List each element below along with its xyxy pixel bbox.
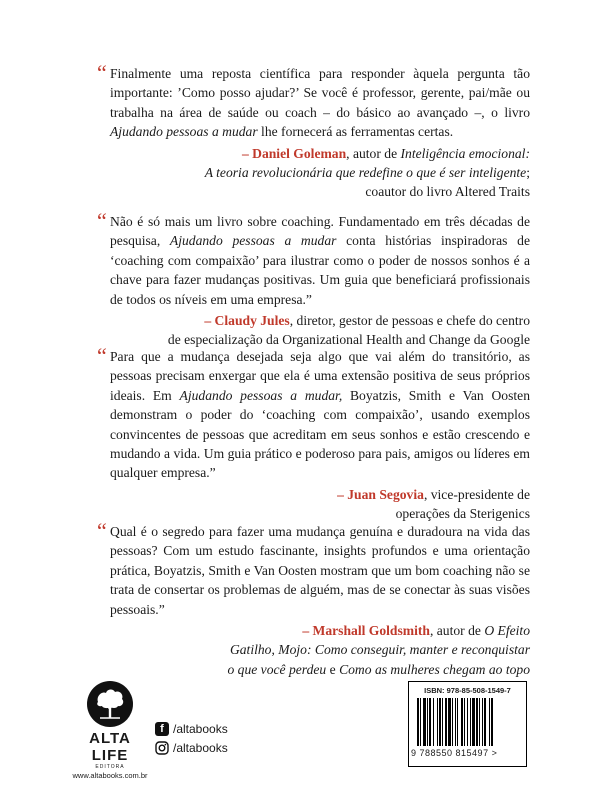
quote-text-part: conta histórias inspiradoras de ‘coaching com compaixão’ para ilustrar como o poder de nossos sonhos é a chave para fazer mudanças positivas. Um guia que beneficiará profissionais de todos os níveis em uma empresa.”	[110, 233, 530, 307]
attribution-text: operações da Sterigenics	[395, 506, 530, 522]
quote-text	[110, 64, 530, 142]
attribution-line	[110, 621, 530, 640]
quote-text-part: Para que a mudança desejada seja algo que vai além do transitório, as pessoas precisam enxergar que ela é uma extensão positiva de seus próprios ideais. Em	[110, 349, 530, 403]
quote-mark: “	[97, 60, 107, 85]
attribution-text: de especialização da Organizational Health and Change da Google	[167, 332, 530, 348]
quote-block	[97, 208, 530, 350]
quote-text-part: Finalmente uma reposta científica para responder àquela pergunta tão importante: ’Como posso ajudar?’ Se você é professor, gerente, pai/mãe ou trabalha na área de saúde ou coach – do básico ao avançado –, o livro	[110, 66, 530, 120]
isbn-label: ISBN: 978-85-508-1549-7	[424, 686, 511, 695]
book-title: Ajudando pessoas a mudar	[110, 124, 258, 140]
attribution-text: coautor do livro Altered Traits	[365, 184, 530, 200]
quote-attribution	[110, 144, 530, 202]
quote-text-part: lhe fornecerá as ferramentas certas.	[257, 124, 454, 140]
quote-block	[97, 518, 530, 679]
facebook-icon: f	[155, 722, 169, 736]
barcode-digits: 9 788550 815497 >	[411, 748, 498, 758]
attribution-text: , vice-presidente de	[423, 486, 530, 502]
quote-attribution	[110, 621, 530, 679]
attribution-line	[110, 504, 530, 523]
attribution-line	[110, 311, 530, 330]
instagram-handle[interactable]	[155, 741, 228, 755]
work-title: o que você perdeu	[227, 661, 327, 677]
barcode-box	[408, 681, 527, 767]
attribution-line	[110, 144, 530, 163]
quote-block	[97, 343, 530, 524]
quote-mark: “	[97, 518, 107, 543]
attribution-text: e	[326, 661, 340, 677]
work-title: Gatilho	[229, 642, 272, 658]
quote-text-part: Boyatzis, Smith e Van Oosten demonstram o poder do ‘coaching com compaixão’, usando exemplos convincentes de pessoas que acreditam em seus sonhos e estão crescendo e mudando a vida. Um guia prático e poderoso para pais, amigos ou líderes em qualquer empresa.”	[110, 387, 530, 481]
work-title: Como as mulheres chegam ao topo	[339, 661, 530, 677]
attribution-line	[110, 640, 530, 659]
publisher-website[interactable]: www.altabooks.com.br	[72, 771, 148, 780]
author-name: – Claudy Jules	[204, 313, 290, 329]
attribution-text: , diretor, gestor de pessoas e chefe do centro	[289, 313, 530, 329]
facebook-label: /altabooks	[173, 722, 228, 736]
facebook-handle[interactable]	[155, 722, 228, 736]
brand-subtitle: EDITORA	[95, 764, 125, 770]
work-title: Mojo: Como conseguir, manter e reconquistar	[278, 642, 530, 658]
quote-text	[110, 347, 530, 483]
author-name: – Juan Segovia	[337, 486, 424, 502]
attribution-line	[110, 182, 530, 201]
instagram-icon	[155, 741, 169, 755]
quote-mark: “	[97, 343, 107, 368]
work-title: O Efeito	[484, 623, 530, 639]
book-title: Ajudando pessoas a mudar,	[179, 387, 343, 403]
quote-attribution	[110, 485, 530, 524]
attribution-text: , autor de	[429, 623, 485, 639]
quote-attribution	[110, 311, 530, 350]
author-name: – Daniel Goleman	[241, 145, 347, 161]
quote-mark: “	[97, 208, 107, 233]
work-title: A teoria revolucionária que redefine o que é ser inteligente	[204, 165, 527, 181]
instagram-label: /altabooks	[173, 741, 228, 755]
attribution-line	[110, 485, 530, 504]
book-title: Ajudando pessoas a mudar	[169, 233, 337, 249]
attribution-text: ;	[526, 165, 530, 181]
quote-text	[110, 212, 530, 309]
attribution-text: , autor de	[346, 145, 401, 161]
quote-text	[110, 522, 530, 619]
quote-text-part: Não é só mais um livro sobre coaching. Fundamentado em três décadas de pesquisa,	[110, 214, 530, 249]
work-title: Inteligência emocional:	[400, 145, 530, 161]
barcode-icon	[417, 698, 517, 748]
attribution-text: ,	[271, 642, 279, 658]
author-name: – Marshall Goldsmith	[302, 623, 430, 639]
publisher-logo	[70, 680, 150, 780]
tree-icon	[86, 680, 134, 728]
quote-block	[97, 60, 530, 202]
attribution-line	[110, 163, 530, 182]
quote-text-part: Qual é o segredo para fazer uma mudança genuína e duradoura na vida das pessoas? Com um estudo fascinante, insights profundos e uma orientação prática, Boyatzis, Smith e Van Oosten mostram que um bom coaching não se trata de consertar os problemas de alguém, mas de se conectar às suas visões pessoais.”	[110, 524, 530, 617]
attribution-line	[110, 660, 530, 679]
brand-name: ALTA LIFE	[89, 730, 131, 764]
